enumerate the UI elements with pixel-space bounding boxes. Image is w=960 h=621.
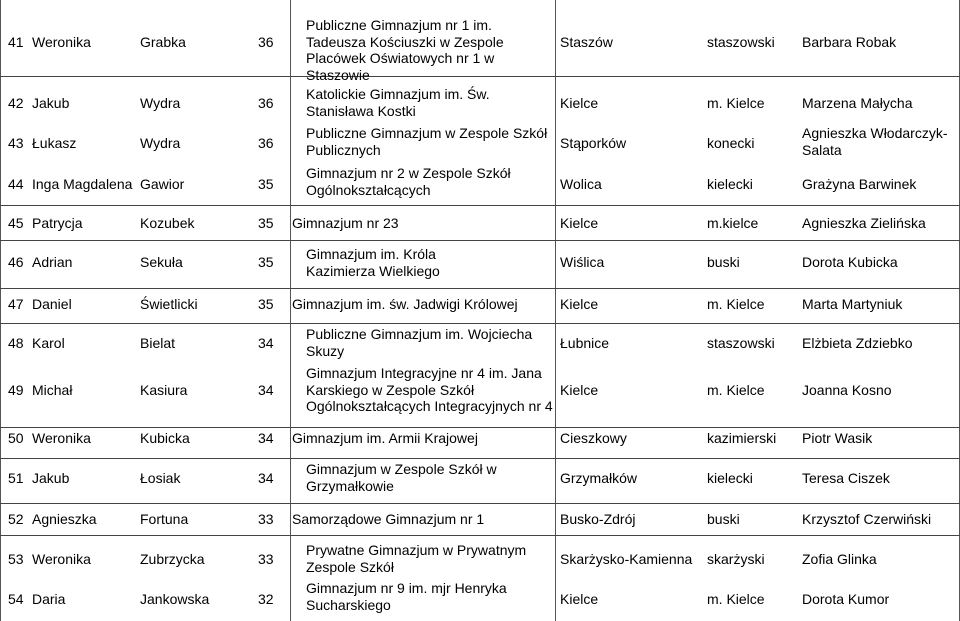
town: Kielce xyxy=(560,382,599,398)
county: m. Kielce xyxy=(707,591,765,607)
first-name: Weronika xyxy=(32,430,91,446)
teacher: Marzena Małycha xyxy=(802,95,913,111)
county: staszowski xyxy=(707,335,775,351)
teacher: Zofia Glinka xyxy=(802,551,877,567)
last-name: Kasiura xyxy=(140,382,188,398)
first-name: Daria xyxy=(32,591,66,607)
town: Kielce xyxy=(560,591,599,607)
table-row xyxy=(0,206,960,241)
score: 34 xyxy=(258,335,274,351)
teacher: Barbara Robak xyxy=(802,34,897,50)
school-name: Prywatne Gimnazjum w Prywatnym Zespole Szkół xyxy=(306,542,527,575)
school-name: Gimnazjum Integracyjne nr 4 im. Jana Karskiego w Zespole Szkół Ogólnokształcących Integracyjnych nr 4 xyxy=(306,365,553,414)
table-row xyxy=(0,540,960,578)
table-row xyxy=(0,365,960,428)
teacher: Marta Martyniuk xyxy=(802,296,903,312)
row-number: 54 xyxy=(8,591,24,607)
teacher: Agnieszka Włodarczyk-Salata xyxy=(802,125,948,158)
first-name: Agnieszka xyxy=(32,511,97,527)
teacher: Dorota Kubicka xyxy=(802,254,898,270)
last-name: Wydra xyxy=(140,95,181,111)
first-name: Weronika xyxy=(32,34,91,50)
last-name: Gawior xyxy=(140,176,185,192)
county: staszowski xyxy=(707,34,775,50)
row-number: 44 xyxy=(8,176,24,192)
teacher: Joanna Kosno xyxy=(802,382,892,398)
town: Łubnice xyxy=(560,335,610,351)
school-name: Publiczne Gimnazjum im. Wojciecha Skuzy xyxy=(306,326,533,359)
row-number: 41 xyxy=(8,34,24,50)
county: m. Kielce xyxy=(707,296,765,312)
first-name: Jakub xyxy=(32,95,70,111)
school-name: Gimnazjum im. Króla Kazimierza Wielkiego xyxy=(306,246,440,279)
table-row xyxy=(0,459,960,504)
last-name: Kubicka xyxy=(140,430,190,446)
last-name: Bielat xyxy=(140,335,176,351)
county: m.kielce xyxy=(707,215,759,231)
row-number: 53 xyxy=(8,551,24,567)
school-name: Gimnazjum nr 9 im. mjr Henryka Sucharskiego xyxy=(306,580,507,613)
score: 33 xyxy=(258,511,274,527)
row-number: 50 xyxy=(8,430,24,446)
town: Busko-Zdrój xyxy=(560,511,636,527)
last-name: Kozubek xyxy=(140,215,195,231)
town: Skarżysko-Kamienna xyxy=(560,551,693,567)
score: 35 xyxy=(258,254,274,270)
town: Kielce xyxy=(560,296,599,312)
row-number: 43 xyxy=(8,135,24,151)
first-name: Jakub xyxy=(32,470,70,486)
town: Kielce xyxy=(560,215,599,231)
row-number: 45 xyxy=(8,215,24,231)
town: Stąporków xyxy=(560,135,627,151)
last-name: Łosiak xyxy=(140,470,181,486)
score: 36 xyxy=(258,135,274,151)
first-name: Adrian xyxy=(32,254,73,270)
last-name: Sekuła xyxy=(140,254,183,270)
table-row xyxy=(0,504,960,536)
town: Grzymałków xyxy=(560,470,638,486)
row-number: 48 xyxy=(8,335,24,351)
table-row xyxy=(0,241,960,289)
county: kazimierski xyxy=(707,430,777,446)
first-name: Daniel xyxy=(32,296,72,312)
town: Staszów xyxy=(560,34,613,50)
score: 35 xyxy=(258,296,274,312)
town: Kielce xyxy=(560,95,599,111)
county: konecki xyxy=(707,135,755,151)
score: 35 xyxy=(258,176,274,192)
row-number: 52 xyxy=(8,511,24,527)
last-name: Fortuna xyxy=(140,511,189,527)
last-name: Grabka xyxy=(140,34,186,50)
last-name: Wydra xyxy=(140,135,181,151)
row-number: 49 xyxy=(8,382,24,398)
school-name: Katolickie Gimnazjum im. Św. Stanisława Kostki xyxy=(306,86,490,119)
table-row xyxy=(0,289,960,324)
row-number: 42 xyxy=(8,95,24,111)
table-row xyxy=(0,580,960,620)
first-name: Inga Magdalena xyxy=(32,176,133,192)
school-name: Publiczne Gimnazjum nr 1 im. Tadeusza Kościuszki w Zespole Placówek Oświatowych nr 1 w Staszowie xyxy=(306,17,504,83)
row-number: 47 xyxy=(8,296,24,312)
score: 32 xyxy=(258,591,274,607)
school-name: Samorządowe Gimnazjum nr 1 xyxy=(292,511,485,527)
table-row xyxy=(0,86,960,122)
school-name: Gimnazjum nr 2 w Zespole Szkół Ogólnokształcących xyxy=(306,165,511,198)
town: Wolica xyxy=(560,176,602,192)
teacher: Piotr Wasik xyxy=(802,430,873,446)
county: skarżyski xyxy=(707,551,765,567)
table-row xyxy=(0,125,960,161)
score: 36 xyxy=(258,34,274,50)
teacher: Elżbieta Zdziebko xyxy=(802,335,913,351)
score: 34 xyxy=(258,470,274,486)
last-name: Świetlicki xyxy=(140,296,198,312)
teacher: Agnieszka Zielińska xyxy=(802,215,926,231)
table-row xyxy=(0,428,960,459)
score: 33 xyxy=(258,551,274,567)
score: 35 xyxy=(258,215,274,231)
last-name: Jankowska xyxy=(140,591,210,607)
county: buski xyxy=(707,254,740,270)
first-name: Weronika xyxy=(32,551,91,567)
school-name: Publiczne Gimnazjum w Zespole Szkół Publicznych xyxy=(306,125,548,158)
table-row xyxy=(0,326,960,364)
town: Wiślica xyxy=(560,254,605,270)
first-name: Łukasz xyxy=(32,135,77,151)
county: kielecki xyxy=(707,470,753,486)
town: Cieszkowy xyxy=(560,430,627,446)
county: buski xyxy=(707,511,740,527)
county: m. Kielce xyxy=(707,382,765,398)
school-name: Gimnazjum nr 23 xyxy=(292,215,399,231)
row-number: 51 xyxy=(8,470,24,486)
score: 36 xyxy=(258,95,274,111)
row-number: 46 xyxy=(8,254,24,270)
teacher: Dorota Kumor xyxy=(802,591,890,607)
school-name: Gimnazjum w Zespole Szkół w Grzymałkowie xyxy=(306,461,497,494)
teacher: Krzysztof Czerwiński xyxy=(802,511,932,527)
score: 34 xyxy=(258,430,274,446)
first-name: Michał xyxy=(32,382,73,398)
teacher: Grażyna Barwinek xyxy=(802,176,917,192)
last-name: Zubrzycka xyxy=(140,551,205,567)
first-name: Karol xyxy=(32,335,65,351)
first-name: Patrycja xyxy=(32,215,83,231)
teacher: Teresa Ciszek xyxy=(802,470,890,486)
table-row xyxy=(0,0,960,83)
county: m. Kielce xyxy=(707,95,765,111)
school-name: Gimnazjum im. Armii Krajowej xyxy=(292,430,478,446)
score: 34 xyxy=(258,382,274,398)
county: kielecki xyxy=(707,176,753,192)
table-row xyxy=(0,165,960,206)
school-name: Gimnazjum im. św. Jadwigi Królowej xyxy=(292,296,518,312)
